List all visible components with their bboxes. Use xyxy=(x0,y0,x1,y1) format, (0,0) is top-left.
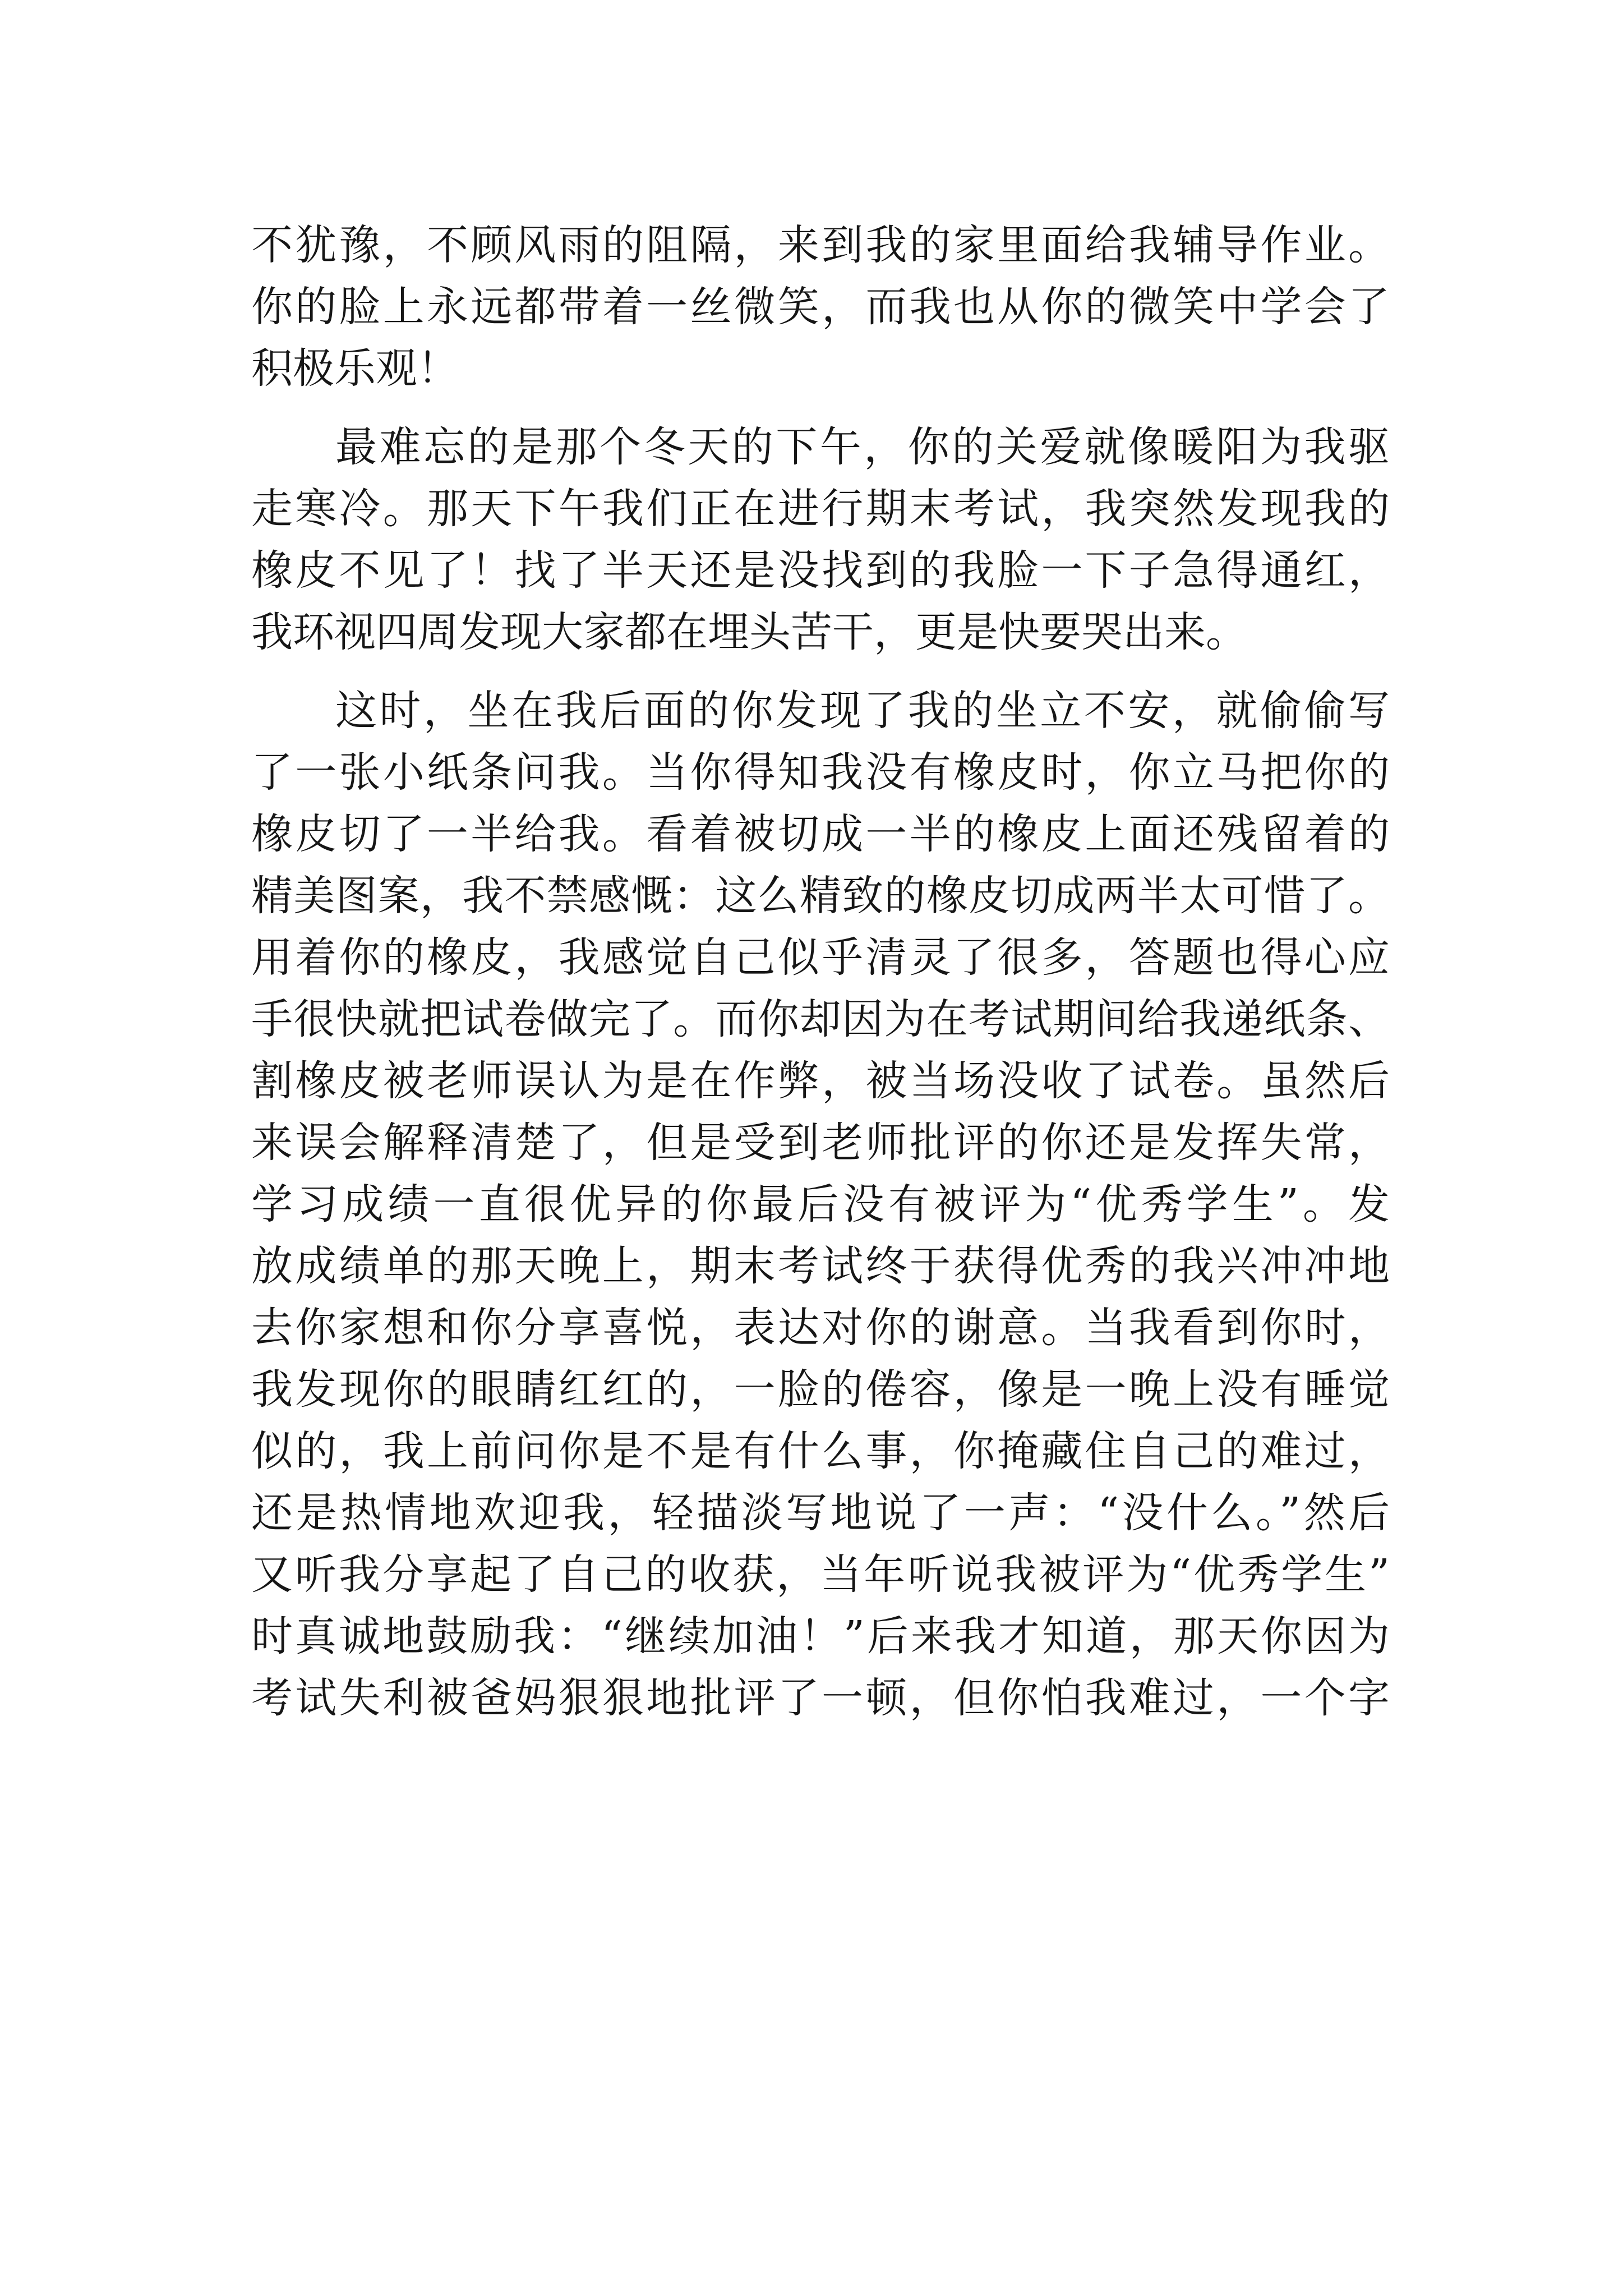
text-line: 考试失利被爸妈狠狠地批评了一顿，但你怕我难过，一个字 xyxy=(251,1674,1390,1722)
text-line: 橡皮切了一半给我。看着被切成一半的橡皮上面还残留着的 xyxy=(251,810,1390,858)
paragraph xyxy=(251,416,1390,663)
paragraph-spacing xyxy=(251,663,1390,680)
text-line: 似的，我上前问你是不是有什么事，你掩藏住自己的难过， xyxy=(251,1427,1390,1475)
body-text xyxy=(251,214,1390,1729)
text-line: 我环视四周发现大家都在埋头苦干，更是快要哭出来。 xyxy=(251,608,1247,656)
text-line: 了一张小纸条问我。当你得知我没有橡皮时，你立马把你的 xyxy=(251,748,1390,797)
text-line: 来误会解释清楚了，但是受到老师批评的你还是发挥失常， xyxy=(251,1119,1390,1167)
text-line: 你的脸上永远都带着一丝微笑，而我也从你的微笑中学会了 xyxy=(251,283,1390,331)
paragraph xyxy=(251,214,1390,399)
text-line: 手很快就把试卷做完了。而你却因为在考试期间给我递纸条、 xyxy=(251,995,1390,1043)
paragraph-spacing xyxy=(251,399,1390,416)
text-line: 橡皮不见了！找了半天还是没找到的我脸一下子急得通红， xyxy=(251,546,1390,595)
text-line: 用着你的橡皮，我感觉自己似乎清灵了很多，答题也得心应 xyxy=(251,933,1390,982)
text-line: 积极乐观！ xyxy=(251,344,459,393)
paragraph xyxy=(251,680,1390,1729)
text-line: 割橡皮被老师误认为是在作弊，被当场没收了试卷。虽然后 xyxy=(251,1057,1390,1105)
text-line: 不犹豫，不顾风雨的阻隔，来到我的家里面给我辅导作业。 xyxy=(251,221,1390,269)
text-line: 走寒冷。那天下午我们正在进行期末考试，我突然发现我的 xyxy=(251,485,1390,533)
text-line: 还是热情地欢迎我，轻描淡写地说了一声：“没什么。”然后 xyxy=(251,1489,1390,1537)
text-line: 最难忘的是那个冬天的下午，你的关爱就像暖阳为我驱 xyxy=(335,423,1390,471)
text-line: 又听我分享起了自己的收获，当年听说我被评为“优秀学生” xyxy=(251,1550,1390,1599)
text-line: 我发现你的眼睛红红的，一脸的倦容，像是一晚上没有睡觉 xyxy=(251,1365,1390,1414)
text-line: 学习成绩一直很优异的你最后没有被评为“优秀学生”。发 xyxy=(251,1180,1390,1228)
text-line: 时真诚地鼓励我：“继续加油！”后来我才知道，那天你因为 xyxy=(251,1612,1390,1660)
text-line: 精美图案，我不禁感慨：这么精致的橡皮切成两半太可惜了。 xyxy=(251,872,1390,920)
text-line: 放成绩单的那天晚上，期末考试终于获得优秀的我兴冲冲地 xyxy=(251,1242,1390,1290)
text-line: 去你家想和你分享喜悦，表达对你的谢意。当我看到你时， xyxy=(251,1304,1390,1352)
text-line: 这时，坐在我后面的你发现了我的坐立不安，就偷偷写 xyxy=(335,687,1390,735)
